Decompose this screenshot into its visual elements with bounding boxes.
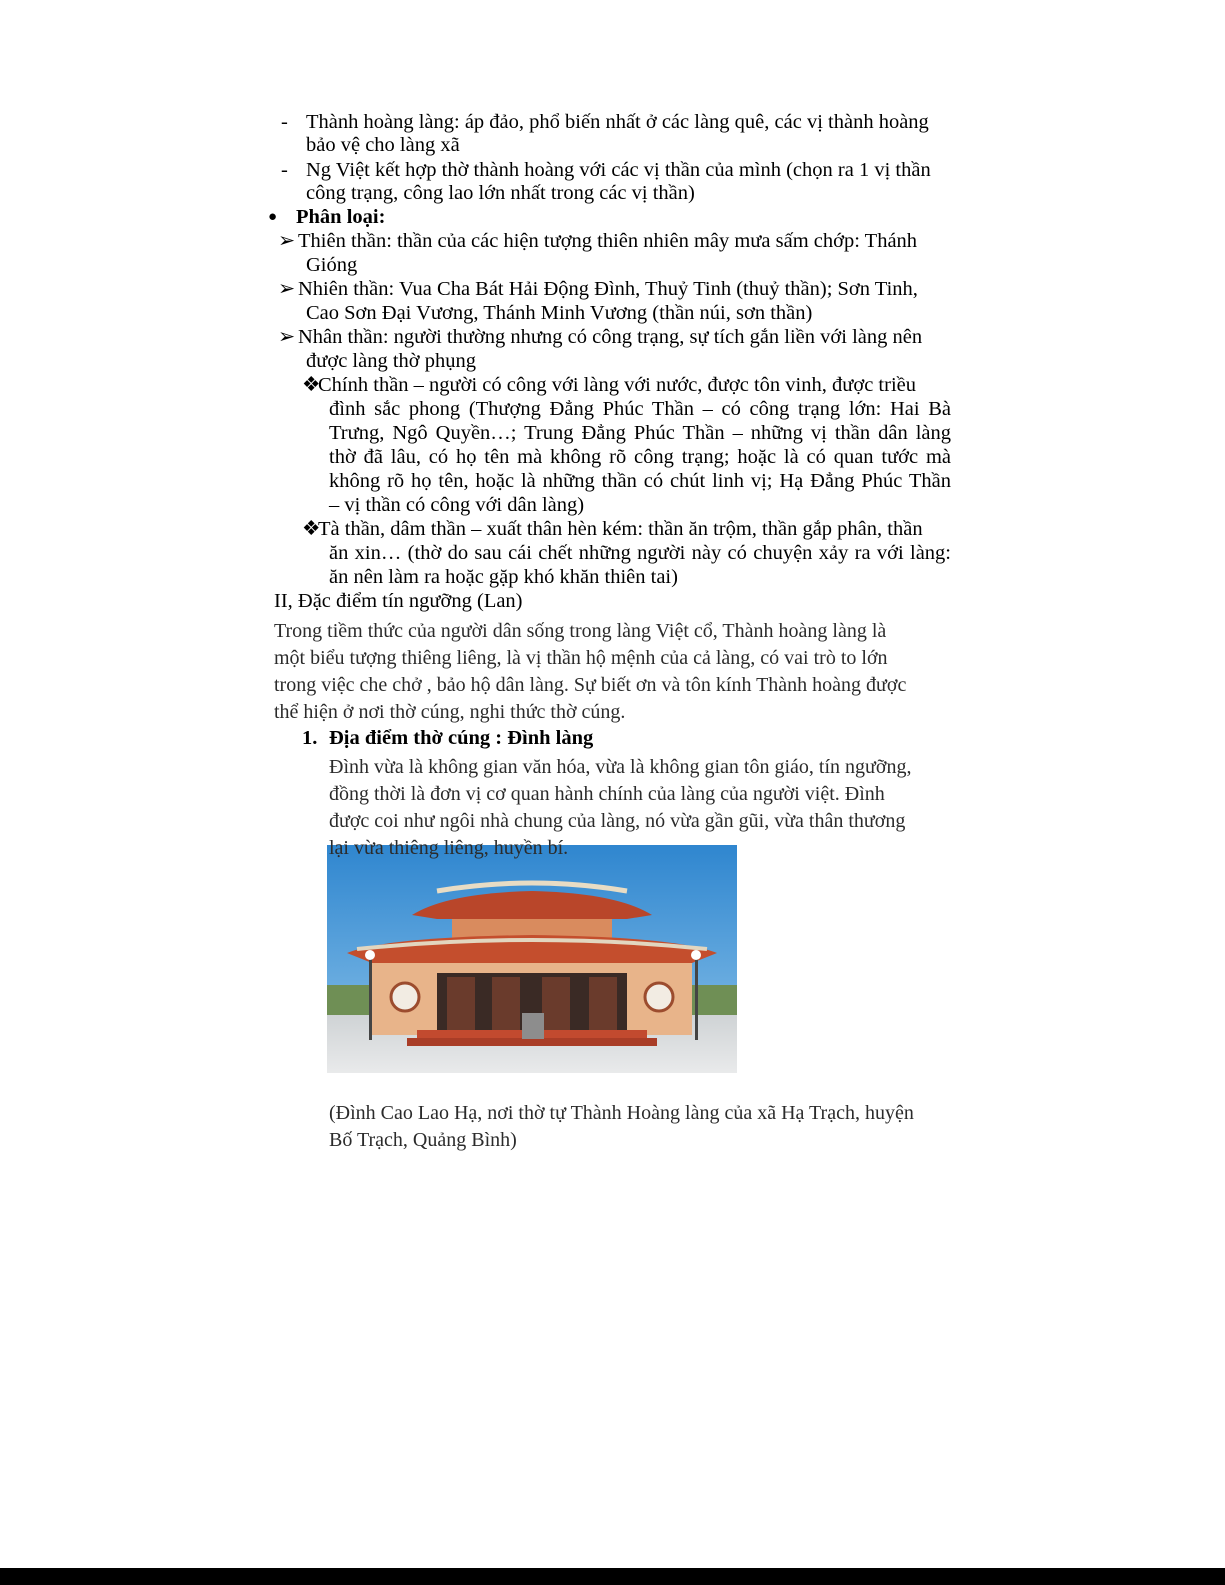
dinh-photo [327, 845, 737, 1073]
intro-line: trong việc che chở , bảo hộ dân làng. Sự biết ơn và tôn kính Thành hoàng được [274, 674, 907, 696]
diamond-marker: ❖ [302, 518, 321, 540]
subheading-phan-loai: Phân loại: [296, 206, 386, 228]
category-text: Nhân thần: người thường nhưng có công trạng, sự tích gắn liền với làng nên [298, 326, 923, 348]
item-line: lại vừa thiêng liêng, huyền bí. [329, 837, 569, 859]
item-line: được coi như ngôi nhà chung của làng, nó vừa gần gũi, vừa thân thương [329, 810, 906, 832]
item-line: đồng thời là đơn vị cơ quan hành chính của làng của người việt. Đình [329, 783, 885, 805]
last-line: – vị thần có công với dân làng) [329, 494, 585, 516]
intro-line: thể hiện ở nơi thờ cúng, nghi thức thờ cúng. [274, 701, 626, 723]
category-text: Thiên thần: thần của các hiện tượng thiên nhiên mây mưa sấm chớp: Thánh [298, 230, 918, 252]
justified-line: ăn xin… (thờ do sau cái chết những người này có chuyện xảy ra với làng: [329, 542, 951, 564]
list-item-text: bảo vệ cho làng xã [306, 134, 460, 156]
list-item-text: Ng Việt kết hợp thờ thành hoàng với các vị thần của mình (chọn ra 1 vị thần [306, 159, 931, 181]
sub-item-paragraph [329, 541, 951, 589]
intro-line: một biểu tượng thiêng liêng, là vị thần hộ mệnh của cả làng, có vai trò to lớn [274, 647, 888, 669]
intro-line: Trong tiềm thức của người dân sống trong làng Việt cổ, Thành hoàng làng là [274, 620, 887, 642]
justified-line: đình sắc phong (Thượng Đẳng Phúc Thần – có công trạng lớn: Hai Bà [329, 398, 951, 420]
list-item-text: công trạng, công lao lớn nhất trong các vị thần) [306, 182, 695, 204]
bottom-border [0, 1568, 1225, 1585]
list-item-text: Thành hoàng làng: áp đảo, phổ biến nhất ở các làng quê, các vị thành hoàng [306, 111, 929, 133]
arrow-marker: ➢ [278, 278, 296, 300]
sub-item-text: Tà thần, dâm thần – xuất thân hèn kém: thần ăn trộm, thần gắp phân, thần [318, 518, 923, 540]
category-text: Gióng [306, 254, 358, 276]
list-number: 1. [302, 727, 318, 749]
arrow-marker: ➢ [278, 230, 296, 252]
justified-line: thờ đã lâu, có họ tên mà không rõ công trạng; hoặc là có quan tước mà [329, 446, 951, 468]
justified-line: không rõ họ tên, hoặc là những thần có chút linh vị; Hạ Đẳng Phúc Thần [329, 470, 951, 492]
arrow-marker: ➢ [278, 326, 296, 348]
item-line: Đình vừa là không gian văn hóa, vừa là không gian tôn giáo, tín ngưỡng, [329, 756, 912, 778]
bullet-marker: ● [268, 209, 278, 225]
item-title: Địa điểm thờ cúng : Đình làng [329, 727, 594, 749]
section-heading: II, Đặc điểm tín ngưỡng (Lan) [274, 590, 523, 612]
sub-item-paragraph [329, 397, 951, 517]
dash-marker: - [281, 111, 288, 133]
photo-caption: Bố Trạch, Quảng Bình) [329, 1129, 517, 1151]
last-line: ăn nên làm ra hoặc gặp khó khăn thiên tai) [329, 566, 678, 588]
justified-line: Trưng, Ngô Quyền…; Trung Đẳng Phúc Thần – những vị thần dân làng [329, 422, 951, 444]
category-text: Cao Sơn Đại Vương, Thánh Minh Vương (thần núi, sơn thần) [306, 302, 813, 324]
photo-caption: (Đình Cao Lao Hạ, nơi thờ tự Thành Hoàng làng của xã Hạ Trạch, huyện [329, 1102, 914, 1124]
category-text: được làng thờ phụng [306, 350, 477, 372]
dash-marker: - [281, 159, 288, 181]
sub-item-text: Chính thần – người có công với làng với nước, được tôn vinh, được triều [318, 374, 916, 396]
category-text: Nhiên thần: Vua Cha Bát Hải Động Đình, Thuỷ Tinh (thuỷ thần); Sơn Tinh, [298, 278, 918, 300]
diamond-marker: ❖ [302, 374, 321, 396]
